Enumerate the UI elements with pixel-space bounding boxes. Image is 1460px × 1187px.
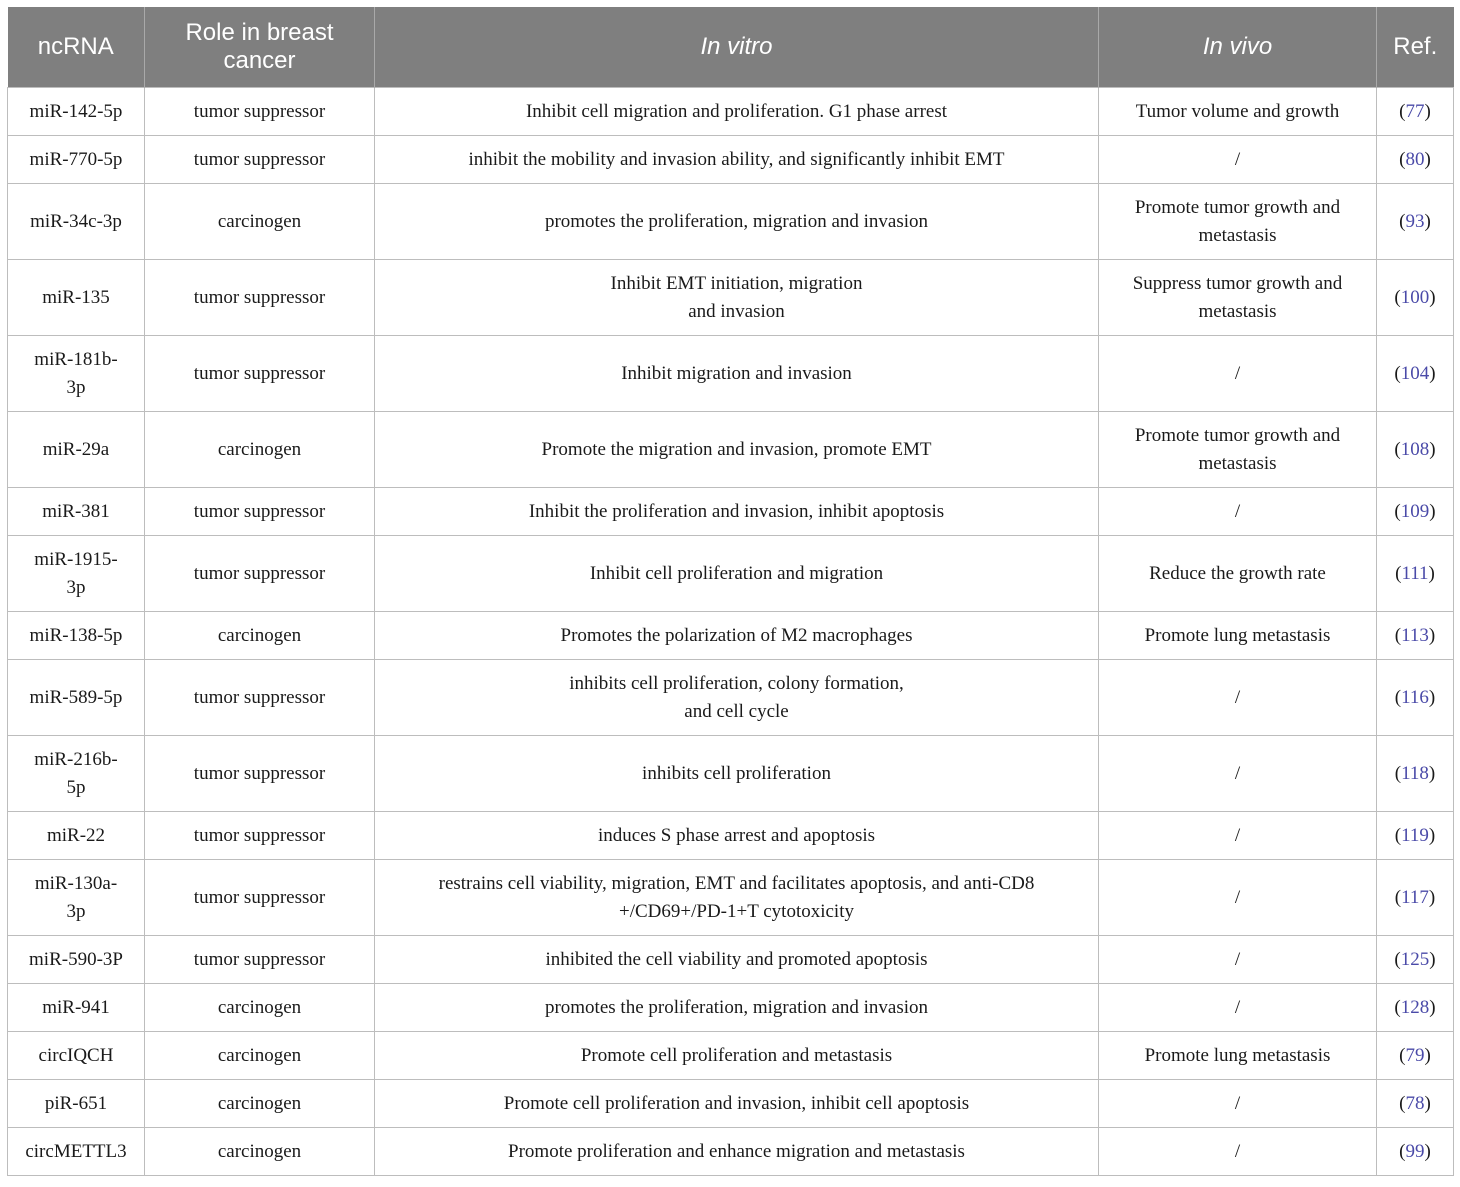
reference-link[interactable]: 100 [1400, 286, 1430, 308]
cell-ref: (93) [1377, 184, 1454, 260]
cell-in-vivo: / [1099, 1128, 1377, 1176]
cell-role: tumor suppressor [145, 736, 375, 812]
cell-role: carcinogen [145, 612, 375, 660]
cell-ref: (108) [1377, 412, 1454, 488]
cell-role: carcinogen [145, 1080, 375, 1128]
cell-in-vivo: / [1099, 936, 1377, 984]
table-row [8, 184, 1454, 260]
reference-link[interactable]: 113 [1401, 624, 1429, 646]
cell-ncrna: miR-138-5p [8, 612, 145, 660]
table-row [8, 1128, 1454, 1176]
cell-ncrna: miR-590-3P [8, 936, 145, 984]
reference-link[interactable]: 99 [1405, 1140, 1425, 1162]
cell-ncrna: miR-34c-3p [8, 184, 145, 260]
reference-link[interactable]: 80 [1405, 148, 1425, 170]
cell-in-vitro: Inhibit EMT initiation, migration and invasion [375, 260, 1099, 336]
cell-in-vitro: induces S phase arrest and apoptosis [375, 812, 1099, 860]
cell-ncrna: miR-181b- 3p [8, 336, 145, 412]
cell-role: carcinogen [145, 412, 375, 488]
cell-ncrna: miR-216b- 5p [8, 736, 145, 812]
reference-link[interactable]: 93 [1405, 210, 1425, 232]
cell-ref: (118) [1377, 736, 1454, 812]
reference-link[interactable]: 79 [1405, 1044, 1425, 1066]
cell-ref: (79) [1377, 1032, 1454, 1080]
cell-ncrna: miR-770-5p [8, 136, 145, 184]
cell-in-vitro: promotes the proliferation, migration and invasion [375, 184, 1099, 260]
cell-ref: (100) [1377, 260, 1454, 336]
cell-in-vivo: Promote tumor growth and metastasis [1099, 412, 1377, 488]
table-row [8, 412, 1454, 488]
cell-ncrna: miR-142-5p [8, 88, 145, 136]
table-row [8, 136, 1454, 184]
cell-in-vivo: Suppress tumor growth and metastasis [1099, 260, 1377, 336]
cell-role: carcinogen [145, 1128, 375, 1176]
cell-role: tumor suppressor [145, 860, 375, 936]
cell-in-vivo: / [1099, 1080, 1377, 1128]
cell-ref: (78) [1377, 1080, 1454, 1128]
table-row [8, 1080, 1454, 1128]
cell-ncrna: miR-135 [8, 260, 145, 336]
cell-in-vitro: inhibited the cell viability and promoted apoptosis [375, 936, 1099, 984]
cell-in-vitro: Promote the migration and invasion, promote EMT [375, 412, 1099, 488]
table-row [8, 612, 1454, 660]
reference-link[interactable]: 117 [1401, 886, 1429, 908]
table-row [8, 660, 1454, 736]
header-role: Role in breast cancer [145, 7, 375, 88]
cell-ncrna: miR-130a- 3p [8, 860, 145, 936]
ncrna-table [7, 7, 1454, 1176]
cell-in-vitro: inhibits cell proliferation, colony formation, and cell cycle [375, 660, 1099, 736]
cell-ref: (116) [1377, 660, 1454, 736]
cell-in-vivo: Reduce the growth rate [1099, 536, 1377, 612]
table-row [8, 260, 1454, 336]
cell-in-vivo: / [1099, 660, 1377, 736]
cell-in-vivo: / [1099, 860, 1377, 936]
cell-ref: (104) [1377, 336, 1454, 412]
cell-in-vivo: Tumor volume and growth [1099, 88, 1377, 136]
cell-in-vitro: Inhibit cell proliferation and migration [375, 536, 1099, 612]
cell-in-vivo: / [1099, 336, 1377, 412]
table-row [8, 488, 1454, 536]
table-row [8, 88, 1454, 136]
cell-ref: (117) [1377, 860, 1454, 936]
table-row [8, 984, 1454, 1032]
cell-in-vitro: Inhibit migration and invasion [375, 336, 1099, 412]
cell-role: carcinogen [145, 184, 375, 260]
cell-in-vivo: Promote lung metastasis [1099, 612, 1377, 660]
cell-ncrna: miR-1915- 3p [8, 536, 145, 612]
cell-ncrna: miR-29a [8, 412, 145, 488]
cell-role: tumor suppressor [145, 260, 375, 336]
reference-link[interactable]: 116 [1401, 686, 1429, 708]
cell-in-vitro: Promotes the polarization of M2 macrophages [375, 612, 1099, 660]
table-row [8, 860, 1454, 936]
cell-ncrna: miR-941 [8, 984, 145, 1032]
table-row [8, 1032, 1454, 1080]
cell-role: tumor suppressor [145, 336, 375, 412]
cell-in-vitro: restrains cell viability, migration, EMT and facilitates apoptosis, and anti-CD8 +/CD69+/PD-1+T cytotoxicity [375, 860, 1099, 936]
cell-ref: (109) [1377, 488, 1454, 536]
cell-role: carcinogen [145, 984, 375, 1032]
cell-in-vitro: inhibit the mobility and invasion ability, and significantly inhibit EMT [375, 136, 1099, 184]
cell-ref: (128) [1377, 984, 1454, 1032]
cell-in-vitro: Promote cell proliferation and metastasis [375, 1032, 1099, 1080]
table-row [8, 736, 1454, 812]
header-in-vitro: In vitro [375, 7, 1099, 88]
cell-in-vitro: promotes the proliferation, migration and invasion [375, 984, 1099, 1032]
cell-role: tumor suppressor [145, 660, 375, 736]
cell-ncrna: miR-589-5p [8, 660, 145, 736]
cell-in-vitro: Promote cell proliferation and invasion, inhibit cell apoptosis [375, 1080, 1099, 1128]
table-row [8, 812, 1454, 860]
cell-in-vivo: Promote lung metastasis [1099, 1032, 1377, 1080]
reference-link[interactable]: 108 [1400, 438, 1430, 460]
cell-in-vivo: / [1099, 736, 1377, 812]
reference-link[interactable]: 128 [1400, 996, 1430, 1018]
reference-link[interactable]: 78 [1405, 1092, 1425, 1114]
table-row [8, 936, 1454, 984]
cell-role: tumor suppressor [145, 488, 375, 536]
reference-link[interactable]: 104 [1400, 362, 1430, 384]
cell-ref: (111) [1377, 536, 1454, 612]
cell-role: tumor suppressor [145, 136, 375, 184]
table-row [8, 336, 1454, 412]
cell-ncrna: circMETTL3 [8, 1128, 145, 1176]
cell-ncrna: miR-22 [8, 812, 145, 860]
cell-role: tumor suppressor [145, 936, 375, 984]
header-ncrna: ncRNA [8, 7, 145, 88]
reference-link[interactable]: 111 [1401, 562, 1429, 584]
cell-ref: (77) [1377, 88, 1454, 136]
cell-in-vitro: Inhibit cell migration and proliferation. G1 phase arrest [375, 88, 1099, 136]
cell-ref: (113) [1377, 612, 1454, 660]
reference-link[interactable]: 77 [1405, 100, 1425, 122]
cell-in-vivo: / [1099, 488, 1377, 536]
reference-link[interactable]: 118 [1401, 762, 1429, 784]
reference-link[interactable]: 125 [1400, 948, 1430, 970]
cell-role: tumor suppressor [145, 812, 375, 860]
cell-role: tumor suppressor [145, 88, 375, 136]
cell-ncrna: circIQCH [8, 1032, 145, 1080]
cell-in-vitro: Inhibit the proliferation and invasion, inhibit apoptosis [375, 488, 1099, 536]
cell-ref: (99) [1377, 1128, 1454, 1176]
cell-ncrna: miR-381 [8, 488, 145, 536]
cell-in-vivo: / [1099, 812, 1377, 860]
reference-link[interactable]: 119 [1401, 824, 1429, 846]
header-ref: Ref. [1377, 7, 1454, 88]
cell-role: tumor suppressor [145, 536, 375, 612]
cell-ref: (119) [1377, 812, 1454, 860]
cell-in-vivo: Promote tumor growth and metastasis [1099, 184, 1377, 260]
cell-ncrna: piR-651 [8, 1080, 145, 1128]
reference-link[interactable]: 109 [1400, 500, 1430, 522]
cell-role: carcinogen [145, 1032, 375, 1080]
cell-in-vitro: inhibits cell proliferation [375, 736, 1099, 812]
cell-in-vitro: Promote proliferation and enhance migration and metastasis [375, 1128, 1099, 1176]
cell-in-vivo: / [1099, 984, 1377, 1032]
cell-ref: (80) [1377, 136, 1454, 184]
table-row [8, 536, 1454, 612]
header-in-vivo: In vivo [1099, 7, 1377, 88]
cell-ref: (125) [1377, 936, 1454, 984]
table-header-row [8, 7, 1454, 88]
cell-in-vivo: / [1099, 136, 1377, 184]
